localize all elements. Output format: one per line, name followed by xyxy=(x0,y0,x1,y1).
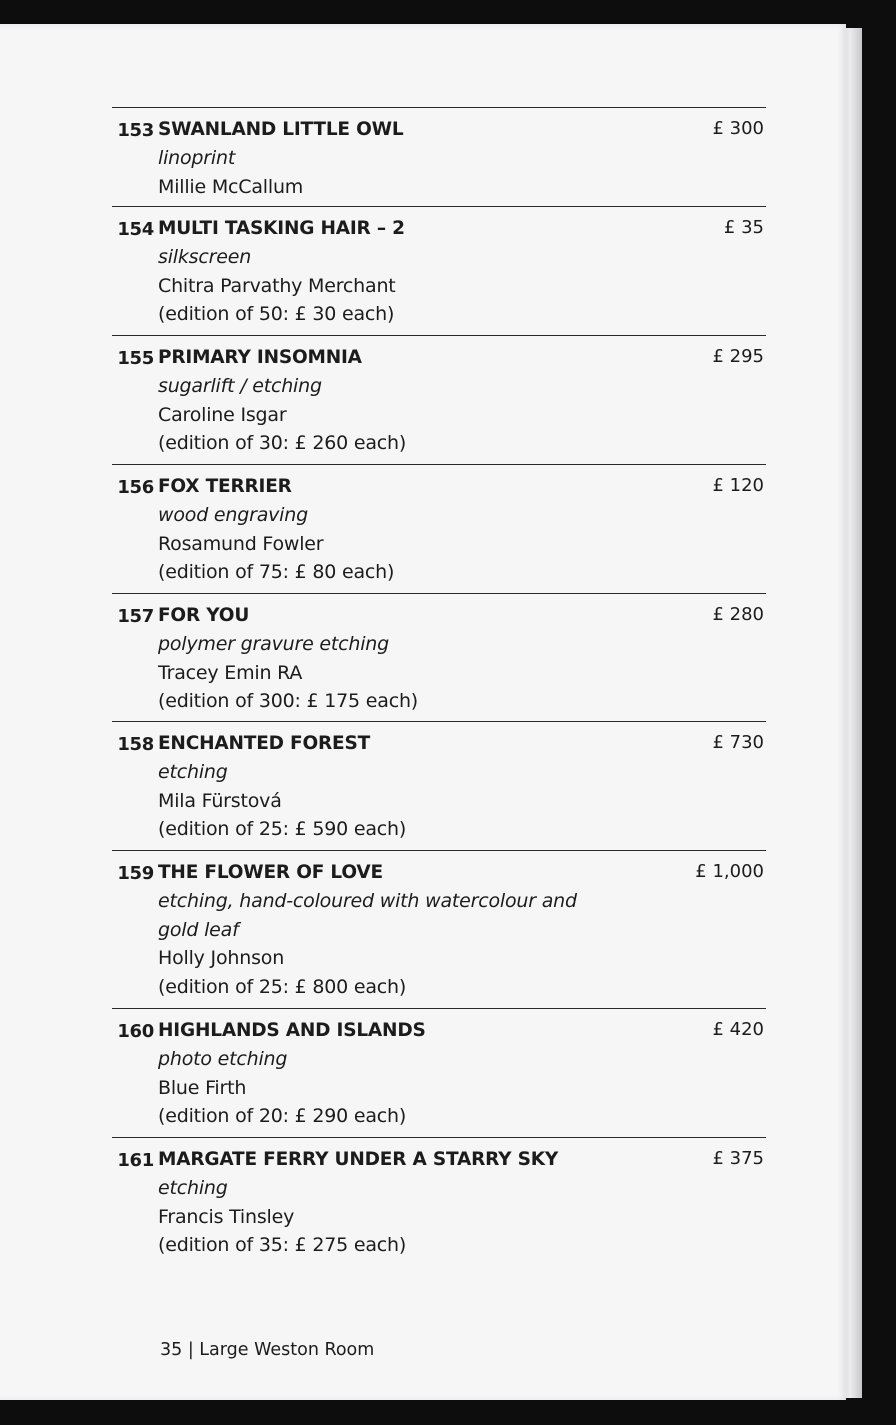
entry-medium: linoprint xyxy=(158,147,236,169)
entry-number: 153 xyxy=(117,120,154,141)
entry-price: £ 120 xyxy=(712,475,764,496)
catalogue-entry xyxy=(112,850,766,998)
entry-medium: wood engraving xyxy=(158,504,308,526)
entry-edition: (edition of 35: £ 275 each) xyxy=(158,1234,407,1256)
entry-artist: Chitra Parvathy Merchant xyxy=(158,274,396,297)
entry-number: 158 xyxy=(117,734,154,755)
entry-title: MARGATE FERRY UNDER A STARRY SKY xyxy=(158,1149,559,1170)
entry-medium: silkscreen xyxy=(158,246,252,268)
catalogue-entry xyxy=(112,593,766,712)
entry-title: MULTI TASKING HAIR – 2 xyxy=(158,218,405,239)
entry-edition: (edition of 300: £ 175 each) xyxy=(158,690,419,712)
catalogue-entry xyxy=(112,1008,766,1127)
entry-price: £ 1,000 xyxy=(695,861,764,882)
entry-price: £ 295 xyxy=(712,346,764,367)
entry-price: £ 420 xyxy=(712,1019,764,1040)
entry-artist: Mila Fürstová xyxy=(158,789,282,812)
entry-title: FOX TERRIER xyxy=(158,476,292,497)
entry-title: FOR YOU xyxy=(158,605,250,626)
entry-price: £ 300 xyxy=(712,118,764,139)
entry-artist: Caroline Isgar xyxy=(158,403,287,426)
entry-medium-continued: gold leaf xyxy=(158,918,239,941)
catalogue-entry xyxy=(112,721,766,840)
entry-number: 156 xyxy=(117,477,154,498)
catalogue-entry xyxy=(112,1137,766,1256)
entry-title: ENCHANTED FOREST xyxy=(158,733,371,754)
entry-artist: Holly Johnson xyxy=(158,947,285,969)
entry-artist: Francis Tinsley xyxy=(158,1205,295,1228)
entry-title: SWANLAND LITTLE OWL xyxy=(158,119,404,140)
entry-edition: (edition of 25: £ 800 each) xyxy=(158,975,407,998)
entry-edition: (edition of 75: £ 80 each) xyxy=(158,561,395,583)
entry-edition: (edition of 50: £ 30 each) xyxy=(158,303,395,325)
entry-medium: etching, hand-coloured with watercolour and xyxy=(158,890,577,912)
entry-title: HIGHLANDS AND ISLANDS xyxy=(158,1020,426,1041)
entry-title: THE FLOWER OF LOVE xyxy=(158,862,383,883)
entry-price: £ 280 xyxy=(712,604,764,625)
entry-edition: (edition of 25: £ 590 each) xyxy=(158,818,407,840)
entry-number: 157 xyxy=(117,606,154,627)
entry-price: £ 35 xyxy=(723,217,764,238)
entry-medium: polymer gravure etching xyxy=(158,633,390,655)
catalogue-entry xyxy=(112,107,766,198)
entry-price: £ 375 xyxy=(712,1148,764,1169)
catalogue-entry xyxy=(112,335,766,454)
entry-artist: Tracey Emin RA xyxy=(158,661,303,684)
entry-medium: sugarlift / etching xyxy=(158,375,322,397)
entry-medium: etching xyxy=(158,1177,228,1199)
entry-title: PRIMARY INSOMNIA xyxy=(158,347,362,368)
entry-price: £ 730 xyxy=(712,732,764,753)
entry-artist: Millie McCallum xyxy=(158,175,304,198)
entry-medium: etching xyxy=(158,761,228,783)
entry-edition: (edition of 20: £ 290 each) xyxy=(158,1105,407,1127)
entry-artist: Rosamund Fowler xyxy=(158,532,324,555)
entry-number: 161 xyxy=(117,1150,154,1171)
entry-edition: (edition of 30: £ 260 each) xyxy=(158,432,407,454)
entry-number: 154 xyxy=(117,219,154,240)
catalogue-entry xyxy=(112,464,766,583)
page-footer: 35 | Large Weston Room xyxy=(160,1340,375,1360)
entry-number: 159 xyxy=(117,863,154,884)
entry-number: 160 xyxy=(117,1021,154,1042)
entry-medium: photo etching xyxy=(158,1048,288,1070)
catalogue-page xyxy=(0,24,846,1400)
entry-artist: Blue Firth xyxy=(158,1076,247,1099)
catalogue-entry xyxy=(112,206,766,325)
entry-number: 155 xyxy=(117,348,154,369)
